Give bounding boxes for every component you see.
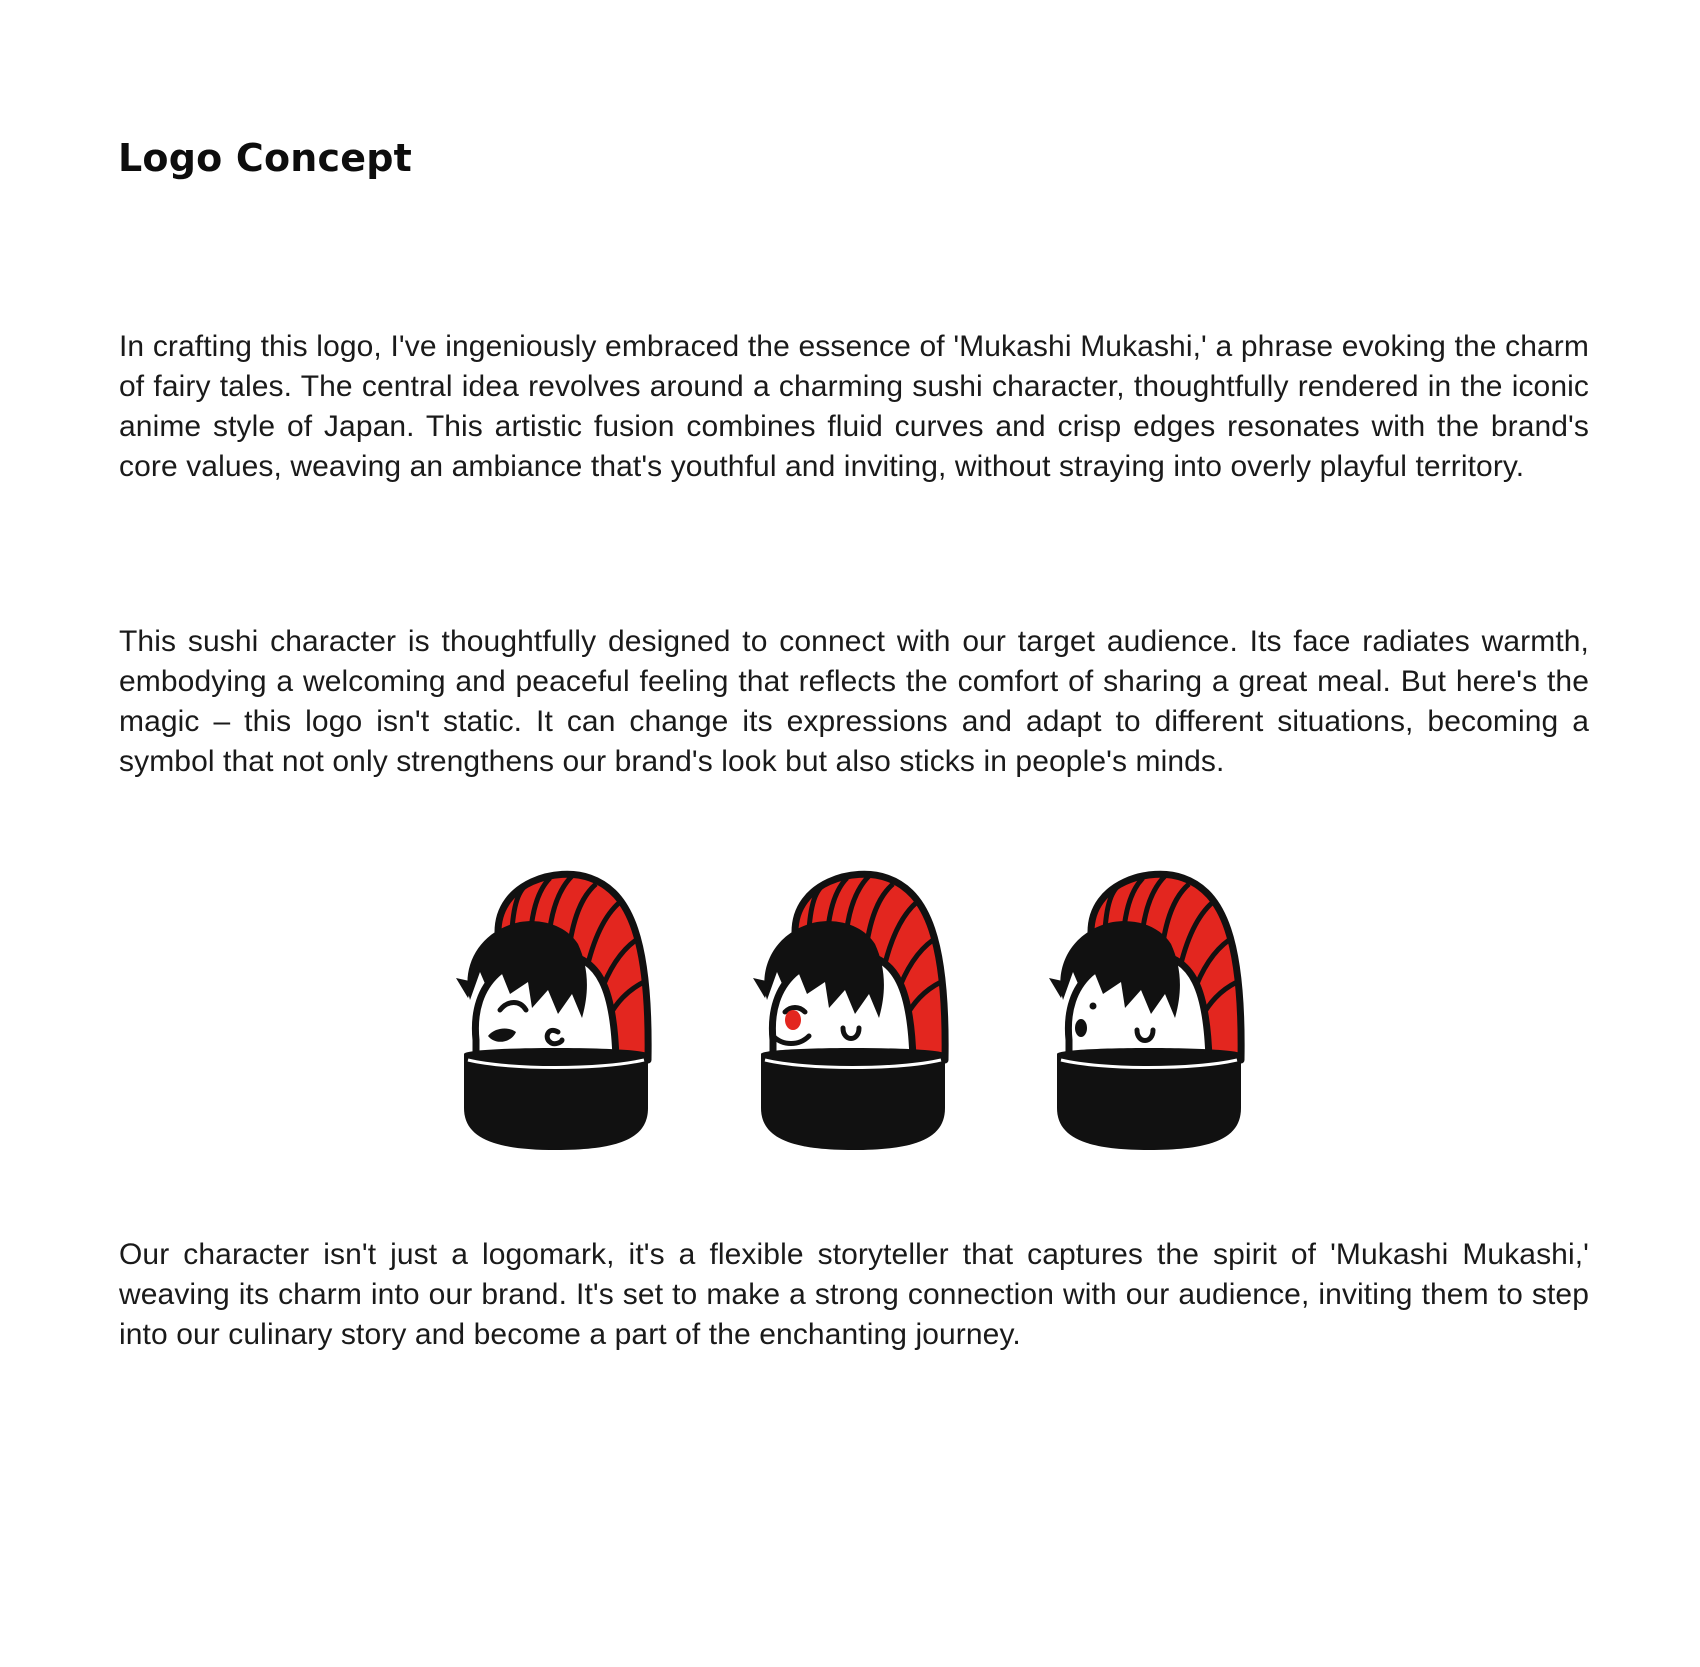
mascot-expressions [450,870,1270,1150]
sushi-mascot-tongue-out [747,870,957,1150]
nori-wrap [1057,1048,1241,1150]
nori-wrap [761,1048,945,1150]
sushi-mascot-surprised [1043,870,1253,1150]
page-title: Logo Concept [118,136,412,180]
sushi-mascot-winking-laugh [450,870,660,1150]
paragraph-character: This sushi character is thoughtfully designed to connect with our target audience. Its face radiates warmth, embodying a welcoming and peaceful feeling that reflects the comfort of sharing a great meal. But here's the magic – this logo isn't static. It can change its expressions and adapt to different situations, becoming a symbol that not only strengthens our brand's look but also sticks in people's minds. [119,625,1589,778]
tongue [785,1010,801,1030]
paragraph-storyteller: Our character isn't just a logomark, it's a flexible storyteller that captures the spirit of 'Mukashi Mukashi,' weaving its charm into our brand. It's set to make a strong connection with our audience, inviting them to step into our culinary story and become a part of the enchanting journey. [119,1238,1589,1351]
nori-wrap [464,1048,648,1150]
paragraph-intro: In crafting this logo, I've ingeniously embraced the essence of 'Mukashi Mukashi,' a phrase evoking the charm of fairy tales. The central idea revolves around a charming sushi character, thoughtfully rendered in the iconic anime style of Japan. This artistic fusion combines fluid curves and crisp edges resonates with the brand's core values, weaving an ambiance that's youthful and inviting, without straying into overly playful territory. [119,330,1589,483]
